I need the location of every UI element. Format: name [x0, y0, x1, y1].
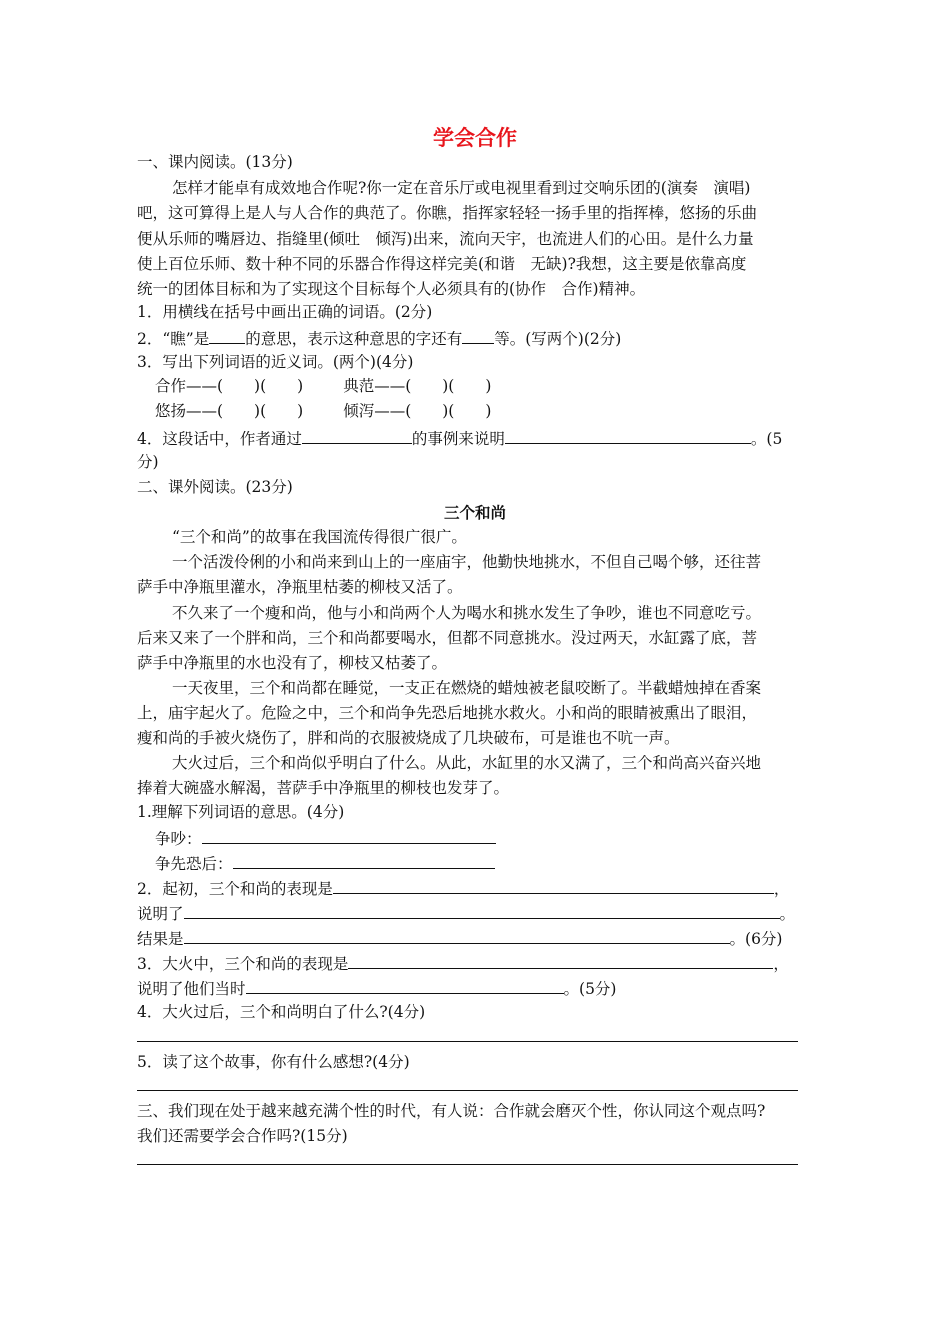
section-3-line: 三、我们现在处于越来越充满个性的时代，有人说：合作就会磨灭个性，你认同这个观点吗? — [137, 1102, 766, 1120]
question-2-1-a — [155, 827, 496, 849]
answer-blank[interactable] — [348, 952, 773, 969]
story-line: 后来又来了一个胖和尚，三个和尚都要喝水，但都不同意挑水。没过两天，水缸露了底，菩 — [137, 629, 758, 647]
question-2-1: 1.理解下列词语的意思。(4分) — [137, 803, 345, 821]
answer-line[interactable] — [137, 1041, 798, 1042]
question-2-3-score: 。(5分) — [563, 980, 617, 998]
question-2-2-c — [137, 927, 782, 949]
term-zhengxiankonghou: 争先恐后： — [155, 855, 233, 873]
answer-blank[interactable] — [302, 427, 412, 444]
answer-blank[interactable] — [505, 427, 751, 444]
question-2-2-part-a: 2．起初，三个和尚的表现是 — [137, 880, 333, 898]
synonym-row-2 — [155, 401, 491, 421]
question-2-2-part-b: 说明了 — [137, 905, 184, 923]
term-zhengchao: 争吵： — [155, 830, 202, 848]
question-2-2-comma: ， — [773, 880, 790, 898]
story-line: 萨手中净瓶里的水也没有了，柳枝又枯萎了。 — [137, 654, 448, 672]
question-1-4-score: 分) — [137, 453, 159, 471]
passage-1-line: 吧，这可算得上是人与人合作的典范了。你瞧，指挥家轻轻一扬手里的指挥棒，悠扬的乐曲 — [137, 204, 758, 222]
story-line: 大火过后，三个和尚似乎明白了什么。从此，水缸里的水又满了，三个和尚高兴奋兴地 — [172, 754, 762, 772]
question-2-3 — [137, 952, 789, 974]
question-2-2-score: 。(6分) — [729, 930, 783, 948]
question-1-3: 3．写出下列词语的近义词。(两个)(4分) — [137, 353, 414, 371]
question-2-4: 4．大火过后，三个和尚明白了什么?(4分) — [137, 1003, 426, 1021]
section-1-heading: 一、课内阅读。(13分) — [137, 153, 293, 171]
answer-blank[interactable] — [209, 327, 245, 344]
story-line: 捧着大碗盛水解渴，菩萨手中净瓶里的柳枝也发芽了。 — [137, 779, 510, 797]
question-2-3-comma: ， — [773, 955, 789, 973]
question-2-1-b — [155, 852, 495, 874]
passage-1-line: 统一的团体目标和为了实现这个目标每个人必须具有的(协作 合作)精神。 — [137, 280, 646, 298]
story-line: 一天夜里，三个和尚都在睡觉，一支正在燃烧的蜡烛被老鼠咬断了。半截蜡烛掉在香案 — [172, 679, 762, 697]
story-line: 一个活泼伶俐的小和尚来到山上的一座庙宇，他勤快地挑水，不但自己喝个够，还往菩 — [172, 553, 762, 571]
question-1-4-part-c: 。(5 — [750, 430, 783, 448]
story-line: “三个和尚”的故事在我国流传得很广很广。 — [172, 528, 467, 546]
section-2-heading: 二、课外阅读。(23分) — [137, 478, 293, 496]
synonym-hezuo[interactable]: 合作——( )( ) — [155, 377, 304, 395]
synonym-youyang[interactable]: 悠扬——( )( ) — [155, 402, 304, 420]
answer-blank[interactable] — [333, 877, 774, 894]
question-2-5: 5．读了这个故事，你有什么感想?(4分) — [137, 1053, 410, 1071]
story-line: 瘦和尚的手被火烧伤了，胖和尚的衣服被烧成了几块破布，可是谁也不吭一声。 — [137, 729, 680, 747]
passage-1-line: 便从乐师的嘴唇边、指缝里(倾吐 倾泻)出来，流向天宇，也流进人们的心田。是什么力量 — [137, 230, 754, 248]
story-line: 不久来了一个瘦和尚，他与小和尚两个人为喝水和挑水发生了争吵，谁也不同意吃亏。 — [172, 604, 762, 622]
answer-blank[interactable] — [233, 852, 495, 869]
question-2-3-part-b: 说明了他们当时 — [137, 980, 246, 998]
question-2-2-period: 。 — [779, 905, 796, 923]
answer-blank[interactable] — [184, 902, 780, 919]
answer-blank[interactable] — [184, 927, 730, 944]
question-2-2-b — [137, 902, 795, 924]
story-title: 三个和尚 — [443, 504, 506, 522]
question-2-2-part-c: 结果是 — [137, 930, 184, 948]
question-1-2-part-a: 2．“瞧”是 — [137, 330, 210, 348]
story-line: 萨手中净瓶里灌水，净瓶里枯萎的柳枝又活了。 — [137, 578, 463, 596]
question-1-2-part-b: 的意思，表示这种意思的字还有 — [245, 330, 463, 348]
question-1-4-part-a: 4．这段话中，作者通过 — [137, 430, 302, 448]
answer-blank[interactable] — [246, 977, 564, 994]
question-2-3-b — [137, 977, 616, 999]
question-2-3-part-a: 3．大火中，三个和尚的表现是 — [137, 955, 349, 973]
page-title: 学会合作 — [433, 126, 517, 150]
section-3-line: 我们还需要学会合作吗?(15分) — [137, 1127, 348, 1145]
passage-1-line: 怎样才能卓有成效地合作呢?你一定在音乐厅或电视里看到过交响乐团的(演奏 演唱) — [172, 179, 751, 197]
answer-line[interactable] — [137, 1164, 798, 1165]
synonym-qingxie[interactable]: 倾泻——( )( ) — [343, 402, 492, 420]
answer-blank[interactable] — [202, 827, 496, 844]
story-line: 上，庙宇起火了。危险之中，三个和尚争先恐后地挑水救火。小和尚的眼睛被熏出了眼泪， — [137, 704, 758, 722]
question-1-4-part-b: 的事例来说明 — [411, 430, 505, 448]
question-1-2 — [137, 327, 621, 349]
question-1-4 — [137, 427, 782, 449]
synonym-row-1 — [155, 376, 491, 396]
answer-blank[interactable] — [462, 327, 494, 344]
passage-1-line: 使上百位乐师、数十种不同的乐器合作得这样完美(和谐 无缺)?我想，这主要是依靠高度 — [137, 255, 747, 273]
question-1-1: 1．用横线在括号中画出正确的词语。(2分) — [137, 303, 433, 321]
question-2-2 — [137, 877, 789, 899]
answer-line[interactable] — [137, 1090, 798, 1091]
question-1-2-part-c: 等。(写两个)(2分) — [494, 330, 622, 348]
synonym-dianfan[interactable]: 典范——( )( ) — [343, 377, 492, 395]
